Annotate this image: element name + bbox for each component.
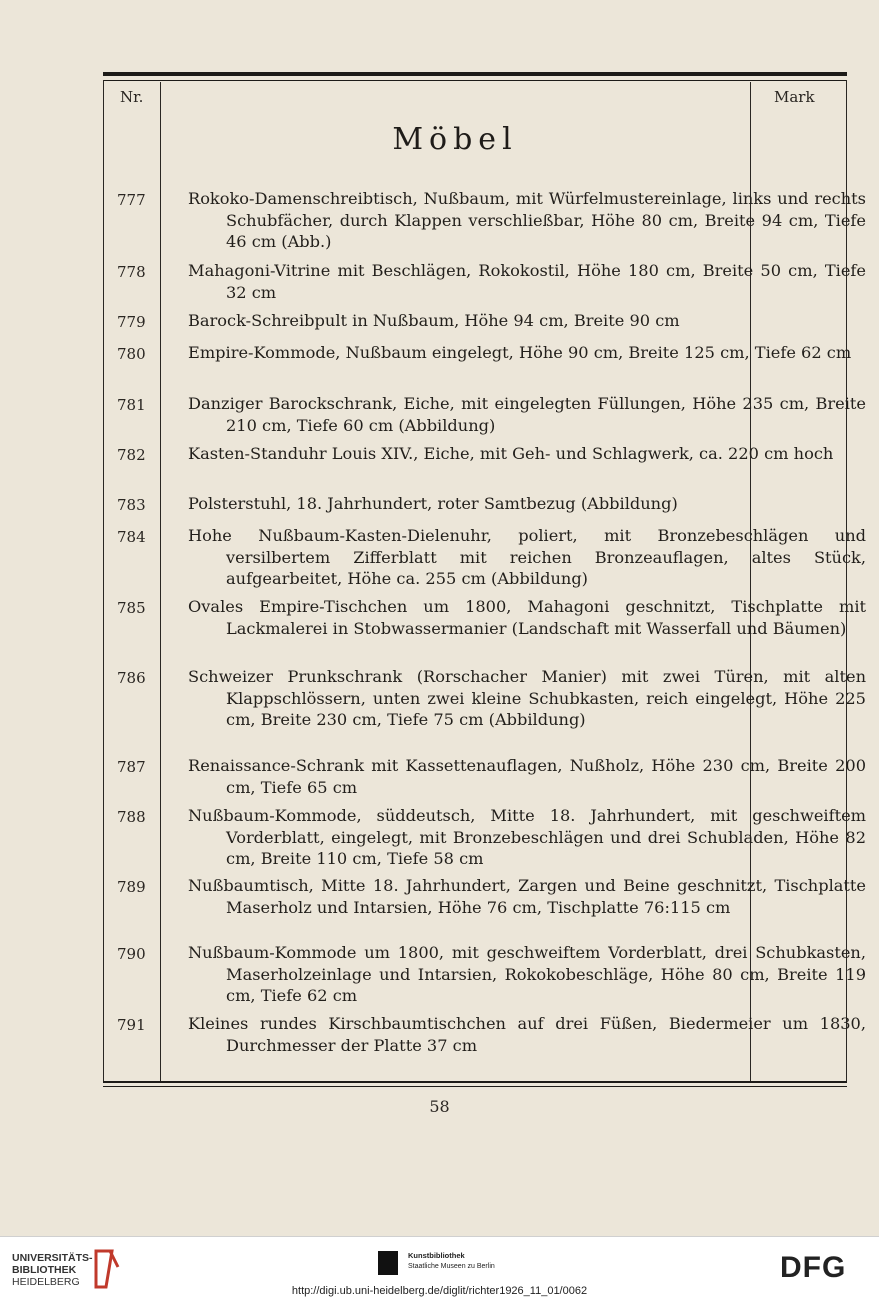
entry-number: 791 [117, 1016, 146, 1034]
entry-description: Rokoko-Damenschreibtisch, Nußbaum, mit Würfelmustereinlage, links und rechts Schubfächer, durch Klappen verschließbar, Höhe 80 cm, Breite 94 cm, Tiefe 46 cm (Abb.) [188, 189, 866, 251]
entry-description: Nußbaumtisch, Mitte 18. Jahrhundert, Zargen und Beine geschnitzt, Tischplatte Maserholz und Intarsien, Höhe 76 cm, Tischplatte 76:115 cm [188, 876, 866, 917]
entry-description: Nußbaum-Kommode um 1800, mit geschweiftem Vorderblatt, drei Schubkasten, Maserholzeinlage und Intarsien, Rokokobeschläge, Höhe 80 cm, Breite 119 cm, Tiefe 62 cm [188, 943, 866, 1005]
kb-line-1: Kunstbibliothek [408, 1251, 465, 1260]
uni-line-1: UNIVERSITÄTS- [12, 1252, 93, 1264]
entry-number: 782 [117, 446, 146, 464]
entry-number: 790 [117, 945, 146, 963]
entry-number: 780 [117, 345, 146, 363]
kb-line-2: Staatliche Museen zu Berlin [408, 1263, 495, 1270]
dfg-logo[interactable]: DFG [780, 1251, 847, 1284]
entry-description: Renaissance-Schrank mit Kassettenauflagen, Nußholz, Höhe 230 cm, Breite 200 cm, Tiefe 65 cm [188, 756, 866, 797]
entry-number: 777 [117, 191, 146, 209]
permalink-url[interactable]: http://digi.ub.uni-heidelberg.de/diglit/richter1926_11_01/0062 [291, 1285, 588, 1297]
entry-number: 779 [117, 313, 146, 331]
bottom-rule [103, 1081, 847, 1083]
entry-number: 786 [117, 669, 146, 687]
entry-description: Danziger Barockschrank, Eiche, mit eingelegten Füllungen, Höhe 235 cm, Breite 210 cm, Tiefe 60 cm (Abbildung) [188, 394, 866, 435]
left-border [103, 80, 104, 1082]
entry-description: Mahagoni-Vitrine mit Beschlägen, Rokokostil, Höhe 180 cm, Breite 50 cm, Tiefe 32 cm [188, 261, 866, 302]
entry-description: Schweizer Prunkschrank (Rorschacher Manier) mit zwei Türen, mit alten Klappschlössern, unten zwei kleine Schubkasten, reich eingelegt, Höhe 225 cm, Breite 230 cm, Tiefe 75 cm (Abbildung) [188, 667, 866, 729]
nr-column-header: Nr. [120, 88, 144, 106]
top-thin-rule [103, 80, 847, 81]
university-library-label[interactable] [12, 1252, 93, 1288]
mark-column-header: Mark [774, 88, 815, 106]
entry-description: Polsterstuhl, 18. Jahrhundert, roter Samtbezug (Abbildung) [188, 494, 678, 513]
entry-number: 783 [117, 496, 146, 514]
entry-description: Barock-Schreibpult in Nußbaum, Höhe 94 cm, Breite 90 cm [188, 311, 680, 330]
section-title: Möbel [392, 122, 518, 157]
entry-number: 787 [117, 758, 146, 776]
kunstbibliothek-label[interactable] [408, 1251, 495, 1272]
entry-number: 788 [117, 808, 146, 826]
entry-description: Kasten-Standuhr Louis XIV., Eiche, mit Geh- und Schlagwerk, ca. 220 cm hoch [188, 444, 834, 463]
entry-number: 789 [117, 878, 146, 896]
page-number: 58 [429, 1097, 450, 1116]
entry-number: 781 [117, 396, 146, 414]
uni-line-2: BIBLIOTHEK [12, 1264, 77, 1276]
top-rule [103, 72, 847, 76]
entry-description: Nußbaum-Kommode, süddeutsch, Mitte 18. Jahrhundert, mit geschweiftem Vorderblatt, eingelegt, mit Bronzebeschlägen und drei Schubladen, Höhe 82 cm, Breite 110 cm, Tiefe 58 cm [188, 806, 866, 868]
entry-description: Empire-Kommode, Nußbaum eingelegt, Höhe 90 cm, Breite 125 cm, Tiefe 62 cm [188, 343, 852, 362]
viewer-footer [0, 1236, 879, 1300]
uni-line-3: HEIDELBERG [12, 1276, 80, 1288]
nr-column-divider [160, 82, 161, 1082]
entry-description: Ovales Empire-Tischchen um 1800, Mahagoni geschnitzt, Tischplatte mit Lackmalerei in Stobwassermanier (Landschaft mit Wasserfall und Bäumen) [188, 597, 866, 638]
entry-description: Hohe Nußbaum-Kasten-Dielenuhr, poliert, mit Bronzebeschlägen und versilbertem Zifferblatt mit reichen Bronzeauflagen, altes Stück, aufgearbeitet, Höhe ca. 255 cm (Abbildung) [188, 526, 866, 588]
kunstbibliothek-logo-icon[interactable] [378, 1251, 398, 1275]
entry-number: 784 [117, 528, 146, 546]
entry-number: 785 [117, 599, 146, 617]
bottom-thin-rule [103, 1086, 847, 1087]
entry-description: Kleines rundes Kirschbaumtischchen auf drei Füßen, Biedermeier um 1830, Durchmesser der Platte 37 cm [188, 1014, 866, 1055]
entry-number: 778 [117, 263, 146, 281]
